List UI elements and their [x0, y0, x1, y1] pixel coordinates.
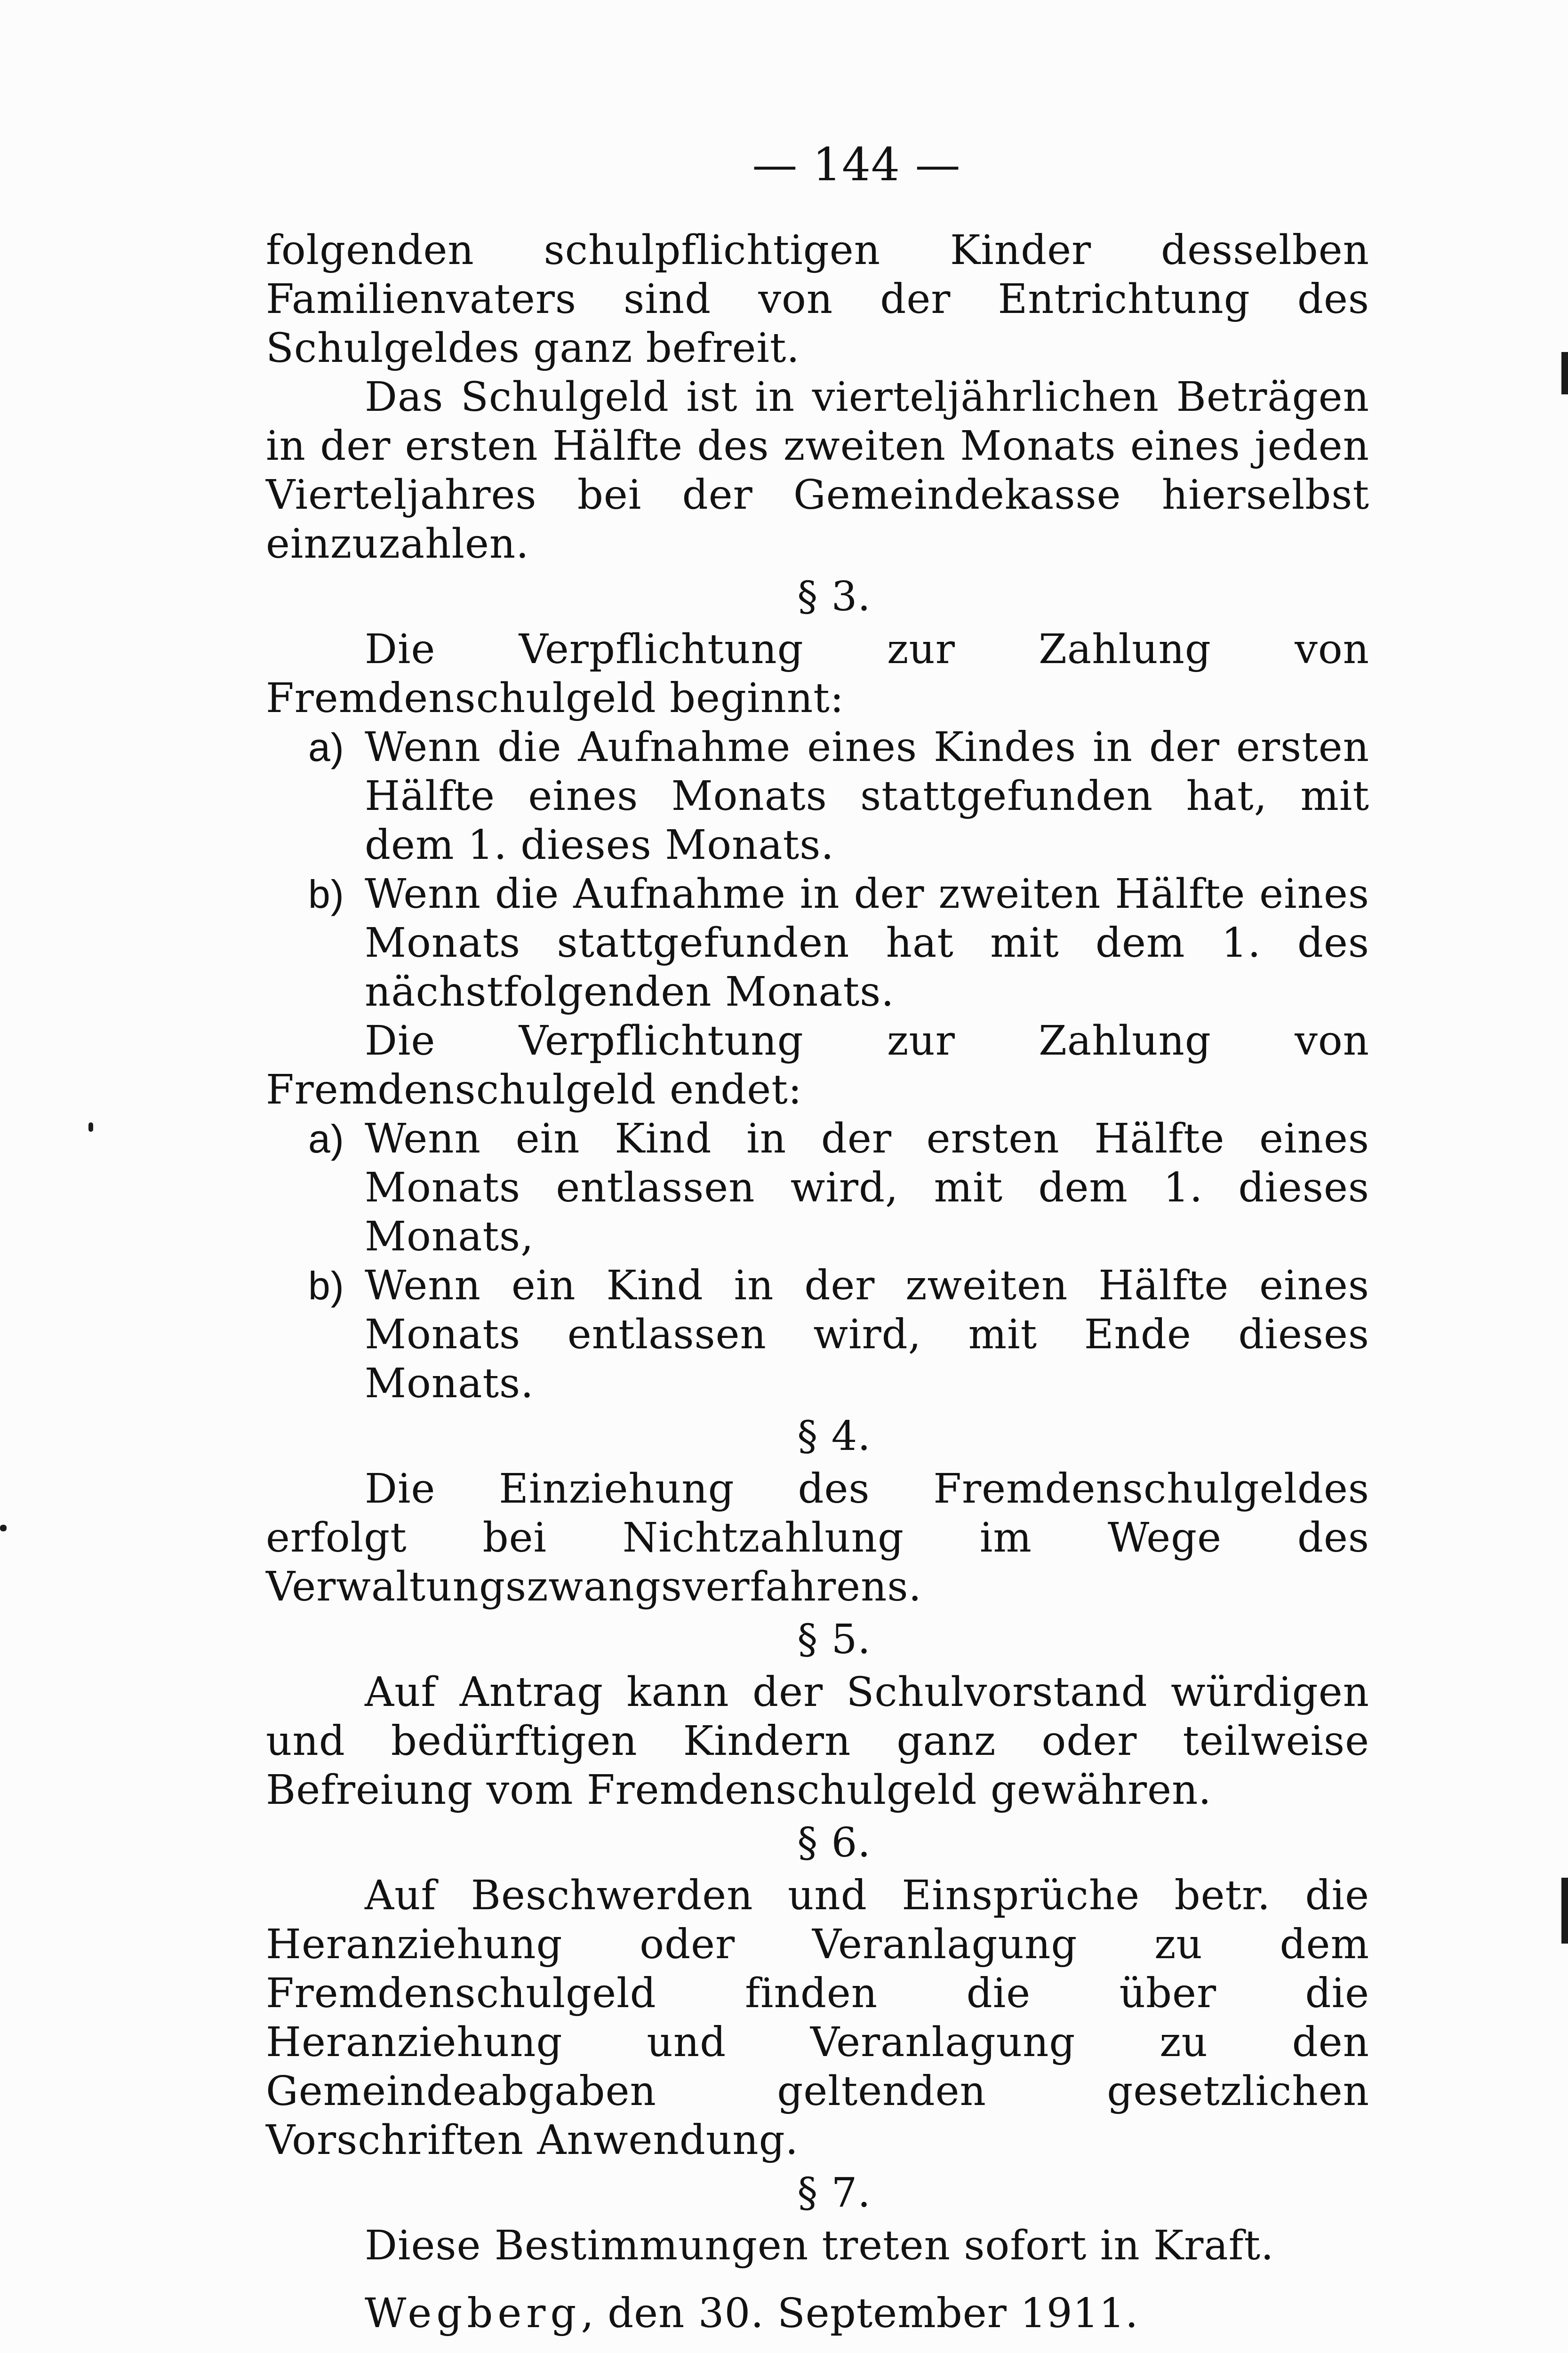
- section-heading-4: § 4.: [797, 1413, 871, 1460]
- place-name: Wegberg: [365, 2290, 581, 2337]
- list-marker: a): [308, 1117, 344, 1161]
- scan-artifact-right-edge-lower: [1561, 1878, 1568, 1944]
- section-heading-6: § 6.: [797, 1819, 871, 1866]
- section-heading-7: § 7.: [797, 2169, 871, 2217]
- date-line: [266, 2289, 1369, 2338]
- page-number: — 144 —: [752, 138, 961, 191]
- section-heading-3: § 3.: [797, 573, 871, 620]
- list-item-text: Wenn ein Kind in der ersten Hälfte eines Monats entlassen wird, mit dem 1. dieses Monats,: [365, 1115, 1369, 1260]
- list-item-text: Wenn die Aufnahme in der zweiten Hälfte eines Monats stattgefunden hat mit dem 1. des nächstfolgenden Monats.: [365, 871, 1369, 1016]
- scan-artifact-right-edge: [1561, 352, 1568, 394]
- section-3-list2-item-b: [266, 1261, 1369, 1408]
- paragraph-school-fee-payment: Das Schulgeld ist in vierteljährlichen Beträgen in der ersten Hälfte des zweiten Monats eines jeden Vierteljahres bei der Gemeindekasse hierselbst einzuzahlen.: [266, 374, 1369, 568]
- scan-artifact-left-mark: [0, 1525, 7, 1531]
- paragraph-continuation: folgenden schulpflichtigen Kinder desselben Familienvaters sind von der Entrichtung des Schulgeldes ganz befreit.: [266, 227, 1369, 372]
- section-5-text: Auf Antrag kann der Schulvorstand würdigen und bedürftigen Kindern ganz oder teilweise Befreiung vom Fremdenschulgeld gewähren.: [266, 1669, 1369, 1814]
- list-item-text: Wenn die Aufnahme eines Kindes in der ersten Hälfte eines Monats stattgefunden hat, mit dem 1. dieses Monats.: [365, 724, 1369, 869]
- section-3-list-item-a: [266, 723, 1369, 870]
- section-heading-5: § 5.: [797, 1616, 871, 1663]
- section-6-text: Auf Beschwerden und Einsprüche betr. die Heranziehung oder Veranlagung zu dem Fremdenschulgeld finden die über die Heranziehung und Veranlagung zu den Gemeindeabgaben geltenden gesetzlichen Vorschriften Anwendung.: [266, 1872, 1369, 2164]
- document-text-block: [266, 136, 1369, 2353]
- section-4-text: Die Einziehung des Fremdenschulgeldes erfolgt bei Nichtzahlung im Wege des Verwaltungszwangsverfahrens.: [266, 1465, 1369, 1610]
- section-3-list2-item-a: [266, 1114, 1369, 1261]
- date-text: , den 30. September 1911.: [581, 2290, 1139, 2337]
- scan-artifact-dot: [88, 1122, 93, 1132]
- section-3-list-item-b: [266, 870, 1369, 1016]
- list-marker: b): [308, 872, 344, 916]
- section-7-text: Diese Bestimmungen treten sofort in Kraft.: [365, 2222, 1274, 2269]
- list-marker: a): [308, 725, 344, 769]
- section-3-intro-begins: Die Verpflichtung zur Zahlung von Fremdenschulgeld beginnt:: [266, 626, 1369, 722]
- list-item-text: Wenn ein Kind in der zweiten Hälfte eines Monats entlassen wird, mit Ende dieses Monats.: [365, 1262, 1369, 1407]
- section-3-intro-ends: Die Verpflichtung zur Zahlung von Fremdenschulgeld endet:: [266, 1017, 1369, 1113]
- list-marker: b): [308, 1264, 344, 1308]
